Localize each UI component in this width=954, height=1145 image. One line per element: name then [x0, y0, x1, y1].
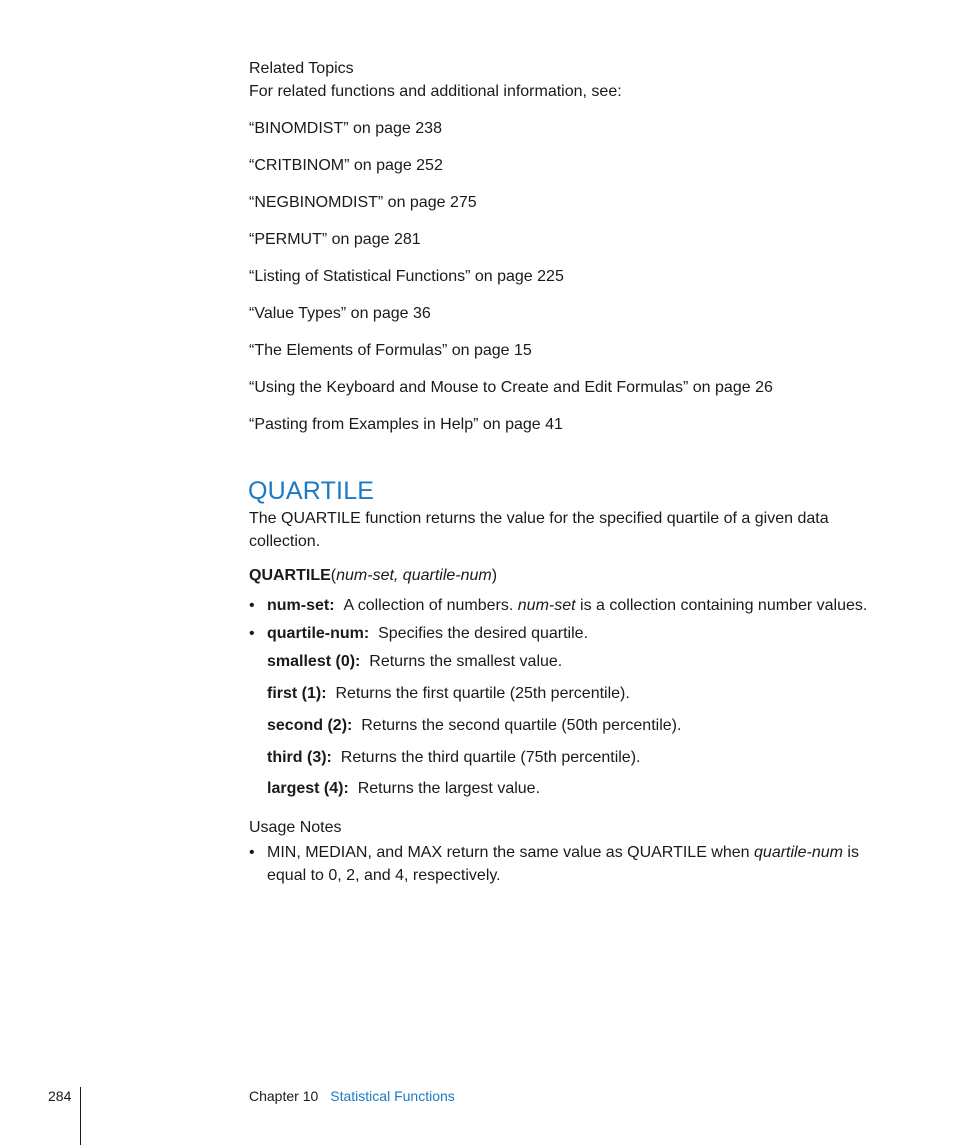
option-label: smallest (0): — [267, 653, 361, 670]
option-text: Returns the second quartile (50th percentile). — [361, 717, 682, 734]
syntax-close-paren: ) — [491, 567, 498, 584]
related-link-permut[interactable]: “PERMUT” on page 281 — [249, 231, 421, 248]
related-link-binomdist[interactable]: “BINOMDIST” on page 238 — [249, 120, 442, 137]
option-text: Returns the smallest value. — [369, 653, 563, 670]
option-text: Returns the largest value. — [357, 780, 541, 797]
option-smallest — [267, 653, 562, 671]
bullet-icon: • — [249, 844, 255, 861]
related-link-pasting-examples[interactable]: “Pasting from Examples in Help” on page 41 — [249, 416, 563, 433]
related-link-negbinomdist[interactable]: “NEGBINOMDIST” on page 275 — [249, 194, 477, 211]
option-label: first (1): — [267, 685, 327, 702]
section-description: The QUARTILE function returns the value for the specified quartile of a given data collection. — [249, 510, 829, 550]
related-link-value-types[interactable]: “Value Types” on page 36 — [249, 305, 431, 322]
related-link-statistical-functions[interactable]: “Listing of Statistical Functions” on page 225 — [249, 268, 564, 285]
usage-text-cont: is — [847, 844, 859, 861]
usage-text: MIN, MEDIAN, and MAX return the same value as QUARTILE when — [267, 844, 750, 861]
related-topics-heading: Related Topics — [249, 60, 354, 77]
bullet-icon: • — [249, 597, 255, 614]
syntax-open-paren: ( — [330, 567, 337, 584]
footer-divider — [80, 1087, 81, 1145]
option-second — [267, 717, 681, 735]
chapter-label: Chapter 10 — [249, 1088, 319, 1104]
usage-note-item — [249, 844, 859, 862]
option-text: Returns the first quartile (25th percentile). — [335, 685, 630, 702]
related-link-keyboard-mouse[interactable]: “Using the Keyboard and Mouse to Create and Edit Formulas” on page 26 — [249, 379, 773, 396]
related-topics-intro: For related functions and additional information, see: — [249, 83, 622, 100]
syntax-function-name: QUARTILE — [249, 567, 331, 584]
argument-emphasis: num-set — [517, 597, 576, 614]
footer-chapter — [249, 1088, 455, 1104]
syntax-arguments: num-set, quartile-num — [336, 567, 492, 584]
page-number: 284 — [48, 1088, 72, 1104]
usage-emphasis: quartile-num — [754, 844, 843, 861]
argument-text: A collection of numbers. — [343, 597, 514, 614]
function-syntax — [249, 567, 497, 585]
bullet-icon: • — [249, 625, 255, 642]
related-link-elements-of-formulas[interactable]: “The Elements of Formulas” on page 15 — [249, 342, 532, 359]
argument-text-cont: is a collection containing number values. — [580, 597, 868, 614]
option-text: Returns the third quartile (75th percentile). — [340, 749, 641, 766]
argument-name: quartile-num: — [267, 625, 370, 642]
option-label: third (3): — [267, 749, 332, 766]
argument-text: Specifies the desired quartile. — [378, 625, 589, 642]
option-largest — [267, 780, 540, 798]
chapter-name-link[interactable]: Statistical Functions — [330, 1088, 455, 1104]
argument-name: num-set: — [267, 597, 335, 614]
argument-quartile-num — [249, 625, 588, 643]
usage-note-continuation: equal to 0, 2, and 4, respectively. — [267, 867, 501, 884]
related-link-critbinom[interactable]: “CRITBINOM” on page 252 — [249, 157, 443, 174]
option-label: second (2): — [267, 717, 353, 734]
option-third — [267, 749, 640, 767]
argument-num-set — [249, 597, 867, 615]
option-first — [267, 685, 630, 703]
option-label: largest (4): — [267, 780, 349, 797]
section-title: QUARTILE — [248, 477, 375, 505]
usage-notes-heading: Usage Notes — [249, 819, 342, 836]
